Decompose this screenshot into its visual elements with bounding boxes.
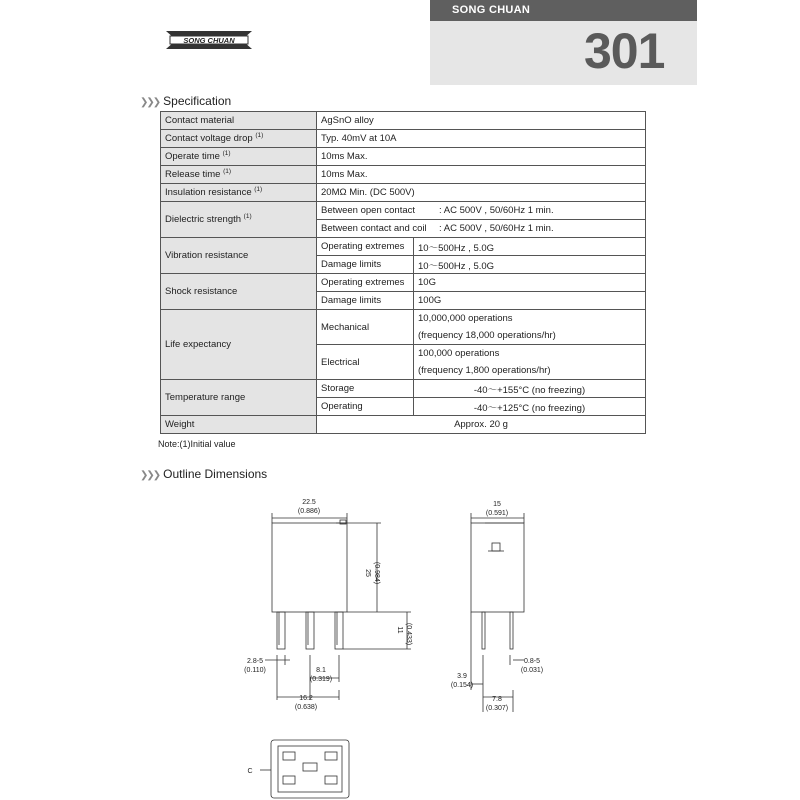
dim-pin-sp: 7.8 bbox=[492, 696, 502, 703]
dim-pin-t-in: (0.031) bbox=[520, 667, 544, 674]
dim-height: 25 bbox=[364, 569, 371, 577]
row-label: Shock resistance bbox=[161, 274, 317, 310]
logo-text: SONG CHUAN bbox=[183, 36, 235, 45]
dim-pin-sp-in: (0.307) bbox=[485, 705, 509, 712]
dim-height-in: (0.984) bbox=[373, 561, 380, 585]
datasheet-page bbox=[100, 0, 697, 800]
dim-pin-off: 3.9 bbox=[457, 673, 467, 680]
brand-name: SONG CHUAN bbox=[452, 4, 531, 16]
dim-pin-len: 11 bbox=[396, 626, 403, 634]
table-row bbox=[161, 310, 646, 345]
dim-pin-t: 0.8-5 bbox=[524, 658, 540, 665]
spec-section-title bbox=[140, 94, 231, 108]
row-value: -40～+155°C (no freezing) bbox=[414, 380, 646, 398]
pin bbox=[277, 612, 285, 649]
row-value: 100G bbox=[414, 292, 646, 310]
row-sub-label: Mechanical bbox=[317, 310, 414, 345]
spec-table bbox=[160, 111, 646, 434]
dim-pitch-in: (0.319) bbox=[309, 676, 333, 683]
relay-bottom-view bbox=[271, 740, 349, 798]
pin bbox=[482, 612, 485, 649]
table-row bbox=[161, 380, 646, 398]
chevron-right-icon: ❯❯❯ bbox=[140, 97, 160, 108]
row-value: 100,000 operations (frequency 1,800 operations/hr) bbox=[414, 345, 646, 380]
pin bbox=[510, 612, 513, 649]
pin bbox=[335, 612, 343, 649]
dim-pin-off-in: (0.154) bbox=[450, 682, 474, 689]
spec-title-text: Specification bbox=[163, 94, 232, 108]
row-value: 10～500Hz , 5.0G bbox=[414, 256, 646, 274]
dim-bottom-label: C bbox=[247, 768, 253, 775]
dim-width-in: (0.886) bbox=[297, 508, 321, 515]
dim-depth-in: (0.591) bbox=[485, 510, 509, 517]
row-label: Life expectancy bbox=[161, 310, 317, 380]
row-sub-label: Operating extremes bbox=[317, 274, 414, 292]
table-row bbox=[161, 184, 646, 202]
dim-depth: 15 bbox=[493, 501, 501, 508]
row-value: 10G bbox=[414, 274, 646, 292]
table-row bbox=[161, 202, 646, 220]
dim-span-in: (0.638) bbox=[294, 704, 318, 711]
dim-pin-len-in: (0.433) bbox=[405, 622, 412, 646]
row-label: Contact material bbox=[161, 112, 317, 130]
dim-span: 16.2 bbox=[299, 695, 313, 702]
dim-pin-w-in: (0.110) bbox=[244, 667, 266, 674]
row-sub-label: Storage bbox=[317, 380, 414, 398]
table-row bbox=[161, 112, 646, 130]
dim-pin-w: 2.8-5 bbox=[247, 658, 263, 665]
row-label: Vibration resistance bbox=[161, 238, 317, 274]
outline-title-text: Outline Dimensions bbox=[163, 467, 268, 481]
outline-section-title bbox=[140, 467, 267, 481]
row-value: 10,000,000 operations (frequency 18,000 operations/hr) bbox=[414, 310, 646, 345]
row-label: Temperature range bbox=[161, 380, 317, 416]
row-label: Insulation resistance $^{(1)}$ bbox=[161, 184, 317, 202]
table-row bbox=[161, 148, 646, 166]
row-sub-label: Operating extremes bbox=[317, 238, 414, 256]
row-value: Between contact and coil : AC 500V , 50/60Hz 1 min. bbox=[317, 220, 646, 238]
relay-front-body bbox=[272, 523, 347, 612]
row-label: Dielectric strength $^{(1)}$ bbox=[161, 202, 317, 238]
song-chuan-logo bbox=[164, 29, 254, 51]
row-label: Release time $^{(1)}$ bbox=[161, 166, 317, 184]
pin bbox=[306, 612, 314, 649]
table-row bbox=[161, 416, 646, 434]
table-row bbox=[161, 238, 646, 256]
row-sub-label: Electrical bbox=[317, 345, 414, 380]
chevron-right-icon: ❯❯❯ bbox=[140, 470, 160, 481]
dim-pitch: 8.1 bbox=[316, 667, 326, 674]
row-value: 20MΩ Min. (DC 500V) bbox=[317, 184, 646, 202]
table-row bbox=[161, 166, 646, 184]
row-value: AgSnO alloy bbox=[317, 112, 646, 130]
table-row bbox=[161, 130, 646, 148]
row-label: Operate time $^{(1)}$ bbox=[161, 148, 317, 166]
row-value: Approx. 20 g bbox=[317, 416, 646, 434]
row-label: Weight bbox=[161, 416, 317, 434]
outline-drawing bbox=[100, 480, 697, 800]
row-value: 10ms Max. bbox=[317, 148, 646, 166]
row-value: -40～+125°C (no freezing) bbox=[414, 398, 646, 416]
table-row bbox=[161, 274, 646, 292]
row-value: 10～500Hz , 5.0G bbox=[414, 238, 646, 256]
dim-width: 22.5 bbox=[302, 499, 316, 506]
row-sub-label: Damage limits bbox=[317, 256, 414, 274]
model-number: 301 bbox=[584, 23, 665, 79]
spec-note: Note:(1)Initial value bbox=[158, 439, 236, 449]
relay-side-body bbox=[471, 523, 524, 612]
row-value: 10ms Max. bbox=[317, 166, 646, 184]
row-sub-label: Damage limits bbox=[317, 292, 414, 310]
row-value: Typ. 40mV at 10A bbox=[317, 130, 646, 148]
row-sub-label: Operating bbox=[317, 398, 414, 416]
row-value: Between open contact : AC 500V , 50/60Hz 1 min. bbox=[317, 202, 646, 220]
row-label: Contact voltage drop $^{(1)}$ bbox=[161, 130, 317, 148]
